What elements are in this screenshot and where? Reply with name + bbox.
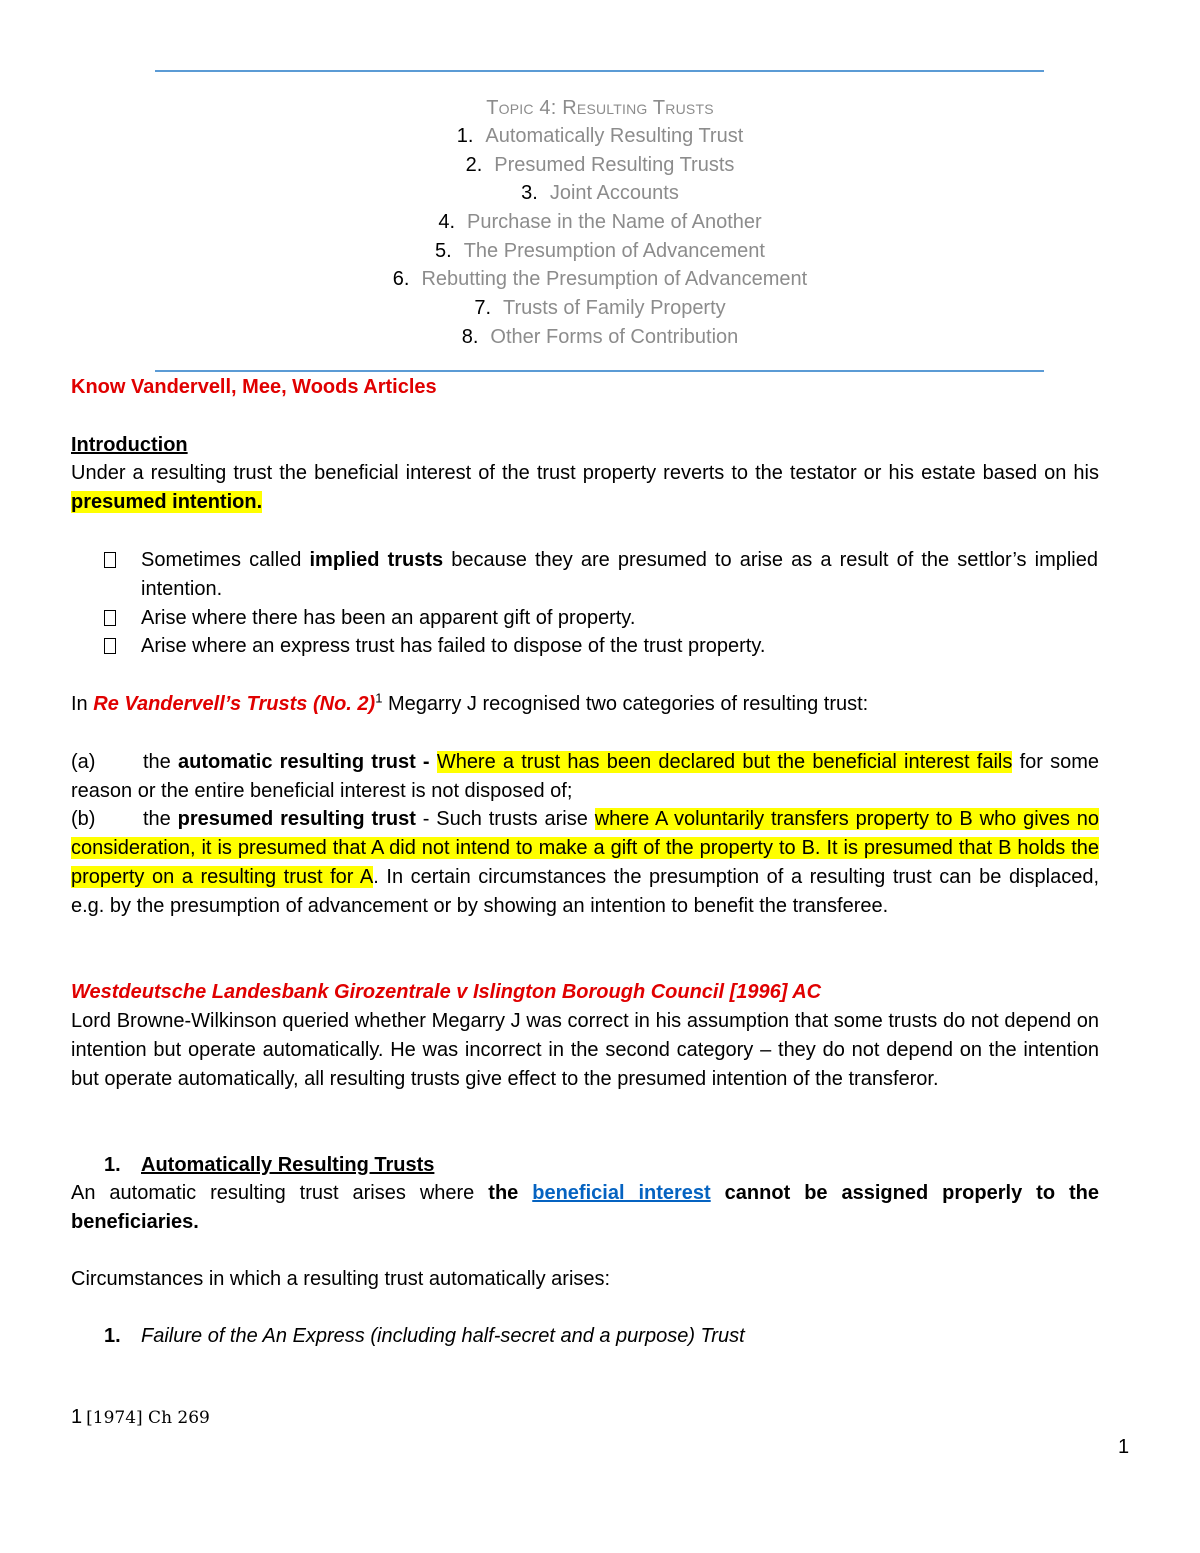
know-articles-note: Know Vandervell, Mee, Woods Articles xyxy=(71,376,437,398)
case-name: Re Vandervell’s Trusts (No. 2) xyxy=(93,693,376,715)
bullet-item: Arise where an express trust has failed to dispose of the trust property. xyxy=(104,632,1098,661)
bullet-box-icon xyxy=(104,610,116,626)
page-number: 1 xyxy=(1118,1436,1130,1458)
top-rule xyxy=(155,70,1044,72)
bullet-box-icon xyxy=(104,638,116,654)
bullet-item: Sometimes called implied trusts because they are presumed to arise as a result of the settlor’s implied intention. xyxy=(104,546,1098,604)
table-of-contents xyxy=(0,94,1200,352)
intro-paragraph: Under a resulting trust the beneficial interest of the trust property reverts to the testator or his estate based on his presumed intention. xyxy=(71,462,1099,513)
highlight-presumed-intention: presumed intention. xyxy=(71,491,263,513)
vandervell-paragraph: In Re Vandervell’s Trusts (No. 2)$^1$ Megarry J recognised two categories of resulting trust: xyxy=(71,690,869,715)
toc-item: 7. Trusts of Family Property xyxy=(474,297,726,320)
toc-item: 3. Joint Accounts xyxy=(521,182,679,205)
footnote: 1 [1974] Ch 269 xyxy=(71,1406,210,1428)
toc-item: 2. Presumed Resulting Trusts xyxy=(465,153,735,176)
section-paragraph: An automatic resulting trust arises where the beneficial interest cannot be assigned properly to the beneficiaries. xyxy=(71,1182,1099,1233)
category-a: (a) the automatic resulting trust - Where a trust has been declared but the beneficial interest fails for some reason or the entire beneficial interest is not disposed of; xyxy=(71,751,1100,802)
westdeutsche-paragraph: Lord Browne-Wilkinson queried whether Megarry J was correct in his assumption that some trusts do not depend on intention but operate automatically. He was incorrect in the second category – they do not depend on the intention but operate automatically, all resulting trusts give effect to the presumed intention of the transferor. xyxy=(71,1010,1099,1090)
bottom-rule xyxy=(155,370,1044,372)
intro-heading: Introduction xyxy=(71,434,188,456)
toc-item: 8. Other Forms of Contribution xyxy=(461,325,739,348)
category-b: (b) the presumed resulting trust - Such trusts arise where A voluntarily transfers property to B who gives no consideration, it is presumed that A did not intend to make a gift of the property to B. It is presumed that B holds the property on a resulting trust for A. In certain circumstances the presumption of a resulting trust can be displaced, e.g. by the presumption of advancement or by showing an intention to benefit the transferee. xyxy=(71,808,1099,917)
toc-title: Topic 4: Resulting Trusts xyxy=(486,97,714,119)
toc-item: 4. Purchase in the Name of Another xyxy=(438,211,762,234)
bullet-item: Arise where there has been an apparent gift of property. xyxy=(104,604,1098,633)
westdeutsche-case: Westdeutsche Landesbank Girozentrale v Islington Borough Council [1996] AC xyxy=(71,981,822,1003)
toc-item: 6. Rebutting the Presumption of Advancement xyxy=(392,268,808,291)
circumstances-intro: Circumstances in which a resulting trust automatically arises: xyxy=(71,1268,611,1290)
toc-item: 1. Automatically Resulting Trust xyxy=(456,125,744,147)
section-heading: 1. Automatically Resulting Trusts xyxy=(104,1154,435,1176)
toc-item: 5. The Presumption of Advancement xyxy=(435,239,765,262)
footnote-reference: 1 xyxy=(375,690,383,706)
bullet-box-icon xyxy=(104,552,116,568)
beneficial-interest-link[interactable]: beneficial interest xyxy=(532,1182,711,1204)
circumstance-item: 1. Failure of the An Express (including half-secret and a purpose) Trust xyxy=(104,1325,745,1347)
